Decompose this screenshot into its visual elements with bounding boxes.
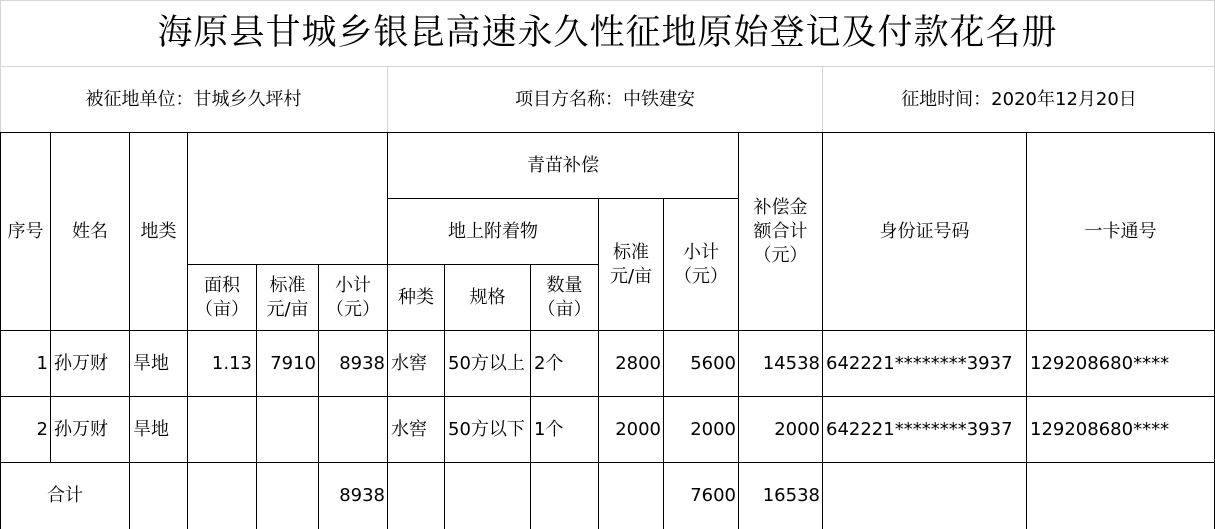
cell-land-type: 旱地: [133, 352, 169, 374]
cell-name: 孙万财: [54, 352, 108, 374]
cell-name: 孙万财: [54, 418, 108, 440]
cell-spec: 50方以上: [448, 352, 525, 374]
cell-subtotal-crop: 2000: [690, 418, 736, 440]
header-standard-land: 标准 元/亩: [266, 274, 309, 320]
cell-id-number: 642221********3937: [826, 352, 1013, 374]
header-kind: 种类: [398, 286, 434, 308]
cell-standard-land: 7910: [270, 352, 316, 374]
header-standard-crop: 标准 元/亩: [609, 241, 653, 287]
header-quantity: 数量 （亩）: [537, 274, 592, 320]
cell-card-number: 129208680****: [1030, 352, 1170, 374]
cell-spec: 50方以下: [448, 418, 525, 440]
cell-total: 14538: [762, 352, 820, 374]
cell-kind: 水窖: [391, 418, 427, 440]
cell-subtotal-crop: 5600: [690, 352, 736, 374]
header-name: 姓名: [72, 220, 108, 242]
cell-subtotal-land: [319, 397, 387, 462]
cell-quantity: 1个: [534, 418, 564, 440]
project-name: 项目方名称：中铁建安: [515, 88, 695, 110]
cell-subtotal-land: 8938: [339, 352, 385, 374]
cell-total: 2000: [774, 418, 820, 440]
summary-label: 合计: [47, 485, 83, 506]
header-seq: 序号: [7, 220, 44, 242]
cell-card-number: 129208680****: [1030, 418, 1170, 440]
cell-area: 1.13: [211, 352, 252, 374]
header-area: 面积 （亩）: [195, 274, 249, 320]
page-title: 海原县甘城乡银昆高速永久性征地原始登记及付款花名册: [157, 13, 1058, 53]
summary-subtotal-crop: 7600: [690, 485, 736, 506]
header-attachments: 地上附着物: [448, 220, 538, 242]
table-border: [0, 462, 1215, 463]
cell-id-number: 642221********3937: [826, 418, 1013, 440]
cell-area: [188, 397, 256, 462]
header-young-crop: 青苗补偿: [527, 154, 599, 176]
summary-subtotal-land: 8938: [339, 485, 385, 506]
cell-standard-crop: 2800: [615, 352, 661, 374]
header-id-number: 身份证号码: [879, 220, 970, 242]
header-subtotal-crop: 小计 （元）: [674, 241, 728, 287]
cell-quantity: 2个: [534, 352, 564, 374]
cell-seq: 2: [36, 418, 48, 440]
cell-standard-land: [257, 397, 318, 462]
landowner-unit: 被征地单位：甘城乡久坪村: [85, 88, 302, 110]
header-spec: 规格: [469, 286, 506, 308]
summary-total: 16538: [762, 485, 820, 506]
header-subtotal-land: 小计 （元）: [326, 274, 380, 320]
header-total: 补偿金 额合计 （元）: [753, 196, 808, 266]
cell-seq: 1: [36, 352, 48, 374]
cell-standard-crop: 2000: [615, 418, 661, 440]
header-card-number: 一卡通号: [1084, 220, 1157, 242]
cell-kind: 水窖: [391, 352, 427, 374]
cell-land-type: 旱地: [133, 418, 169, 440]
acquisition-date: 征地时间：2020年12月20日: [901, 88, 1137, 110]
header-land-type: 地类: [140, 220, 177, 242]
